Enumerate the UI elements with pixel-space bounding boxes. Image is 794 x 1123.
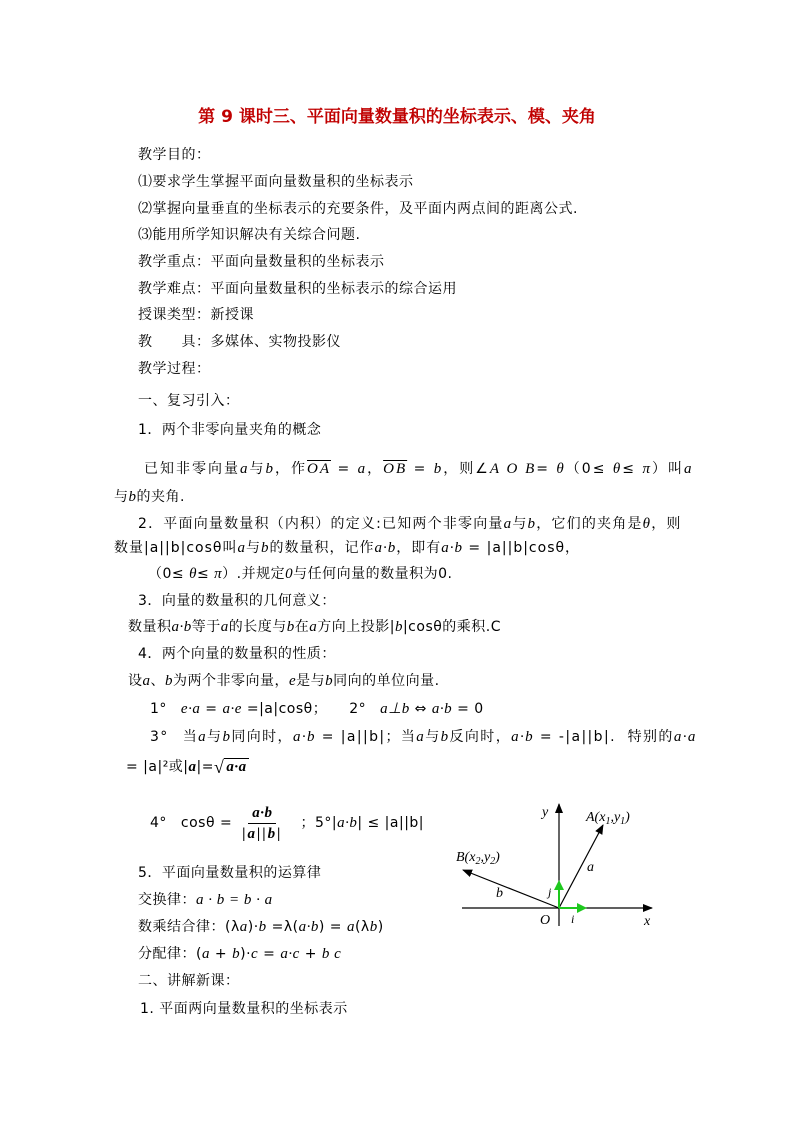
text-run: 为两个非零向量， — [173, 673, 289, 689]
text-run: 授课类型：新授课 — [138, 307, 254, 323]
math-symbol: a — [416, 729, 426, 745]
law-distributive — [138, 945, 341, 963]
math-symbol: b — [325, 673, 334, 689]
text-run: 5．平面向量数量积的运算律 — [138, 865, 322, 881]
math-symbol: a·b — [431, 701, 453, 717]
math-symbol: b — [165, 673, 173, 689]
property-3 — [150, 728, 697, 746]
section-heading — [138, 392, 240, 410]
math-symbol: b — [258, 919, 267, 935]
text-run: = 0 — [452, 701, 484, 717]
math-symbol: a — [142, 673, 151, 689]
text-run: 当 — [182, 729, 199, 745]
text-run: 2．平面向量数量积（内积）的定义:已知两个非零向量 — [138, 516, 504, 532]
text-run: 与任何向量的数量积为0. — [293, 566, 453, 582]
unit-i-label: i — [571, 912, 575, 926]
text-run: 的数量积，记作 — [269, 540, 375, 556]
dot-product-definition — [114, 539, 580, 557]
text-run: = — [331, 461, 358, 477]
text-run: ，则 — [651, 516, 682, 532]
property-number: 2° — [349, 701, 367, 717]
text-run: 的长度与 — [228, 619, 287, 635]
item-title — [138, 645, 336, 663]
math-symbol: b — [394, 619, 403, 635]
math-symbol: a·b — [511, 729, 535, 745]
cosine-fraction — [238, 804, 286, 843]
text-run: 与 — [249, 461, 266, 477]
text-run: ）叫 — [651, 461, 684, 477]
text-run: cosθ = — [180, 815, 233, 831]
math-symbol: b — [440, 729, 450, 745]
angle-definition-line — [114, 488, 185, 506]
property-3-continued — [126, 758, 249, 776]
text-run: ≤ — [196, 566, 215, 582]
text-run: 数量积 — [128, 619, 172, 635]
sqrt-symbol: √ — [213, 757, 225, 777]
text-run: （0≤ — [148, 566, 190, 582]
math-symbol: a·b — [171, 619, 192, 635]
text-run: 的夹角. — [136, 489, 185, 505]
dot-product-definition — [138, 515, 682, 533]
text-run: 1. 平面两向量数量积的坐标表示 — [140, 1001, 348, 1017]
unit-j-label: j — [548, 885, 552, 899]
key-point — [138, 253, 385, 271]
vector-a-arrow — [559, 825, 603, 908]
angle-definition-line — [144, 460, 693, 478]
text-run: = |a||b|；当 — [315, 729, 417, 745]
math-symbol: a · b = b · a — [196, 892, 273, 908]
math-symbol: θ — [556, 461, 566, 477]
math-symbol: b — [260, 540, 270, 556]
math-symbol: b — [222, 729, 232, 745]
vector-b-arrow — [463, 870, 559, 908]
text-run: （0≤ — [565, 461, 613, 477]
text-run: 等于 — [191, 619, 221, 635]
math-symbol: 0 — [285, 566, 294, 582]
goal-item — [138, 173, 414, 191]
math-symbol: e — [289, 673, 297, 689]
text-run: )· — [247, 919, 259, 935]
goals-heading — [138, 146, 211, 164]
text-run: 与 — [425, 729, 441, 745]
point-a-label: $A(x_1,y_1)$ — [586, 810, 630, 827]
text-run: ，作 — [275, 461, 307, 477]
text-run: 同向时， — [231, 729, 293, 745]
text-run: 已知非零向量 — [144, 461, 240, 477]
properties-4-5 — [150, 802, 424, 844]
text-run: |= — [196, 759, 214, 775]
text-run: 与 — [114, 489, 129, 505]
math-symbol: θ — [642, 516, 652, 532]
text-run: 反向时， — [449, 729, 512, 745]
property-number: 3° — [150, 729, 169, 745]
text-run: 分配律：( — [138, 946, 202, 962]
text-run: 教 具：多媒体、实物投影仪 — [138, 334, 341, 350]
math-symbol: a — [309, 619, 318, 635]
text-run: 二、讲解新课： — [138, 973, 240, 989]
text-run: + — [209, 946, 233, 962]
text-run: ，即有 — [396, 540, 442, 556]
geometry-meaning-line — [128, 618, 501, 636]
law-associative — [138, 918, 384, 936]
text-run: = -|a||b|. 特别的 — [534, 729, 674, 745]
text-run: 教学难点：平面向量数量积的坐标表示的综合运用 — [138, 281, 457, 297]
math-symbol: a — [237, 540, 246, 556]
math-symbol: a⊥b — [380, 701, 410, 717]
text-run: + — [299, 946, 322, 962]
math-symbol: θ — [612, 461, 623, 477]
process-heading — [138, 360, 211, 378]
vector-a-label: a — [587, 860, 594, 875]
math-symbol: b c — [321, 946, 342, 962]
text-run: 一、复习引入： — [138, 393, 240, 409]
math-symbol: a·b — [441, 540, 463, 556]
fraction-denominator: |a||b| — [242, 825, 283, 842]
text-run: = — [258, 946, 281, 962]
math-symbol: a·a — [226, 759, 247, 775]
property-number: 4° — [150, 815, 167, 831]
math-symbol: a — [240, 461, 250, 477]
text-run: ，则∠ — [443, 461, 490, 477]
text-run: = — [407, 461, 434, 477]
text-run: = — [200, 701, 223, 717]
math-symbol: c — [251, 946, 259, 962]
math-symbol: a — [198, 729, 208, 745]
text-run: )· — [240, 946, 252, 962]
text-run: 同向的单位向量. — [333, 673, 440, 689]
text-run: 与 — [207, 729, 223, 745]
text-run: ≤ — [622, 461, 643, 477]
goal-item — [138, 200, 578, 218]
text-run: 交换律： — [138, 892, 196, 908]
text-run: 与 — [512, 516, 528, 532]
math-symbol: b — [232, 946, 241, 962]
math-symbol: a — [346, 919, 355, 935]
text-run: ) — [377, 919, 384, 935]
text-run: 与 — [245, 540, 261, 556]
vector-b-label: b — [496, 886, 503, 901]
math-symbol: b — [527, 516, 537, 532]
item-title — [138, 421, 321, 439]
text-run: 教学重点：平面向量数量积的坐标表示 — [138, 254, 385, 270]
math-symbol: b — [286, 619, 295, 635]
math-symbol: b — [369, 919, 378, 935]
text-run: 是与 — [296, 673, 326, 689]
y-axis-label: y — [542, 805, 549, 820]
math-symbol: b — [433, 461, 444, 477]
text-run: 3．向量的数量积的几何意义： — [138, 593, 336, 609]
text-run: = |a|²或| — [126, 759, 189, 775]
text-run: =|a|cosθ； — [241, 701, 328, 717]
text-run: 数量|a||b|cosθ叫 — [114, 540, 238, 556]
math-symbol: a·e — [222, 701, 242, 717]
text-run: ⑵掌握向量垂直的坐标表示的充要条件，及平面内两点间的距离公式. — [138, 201, 578, 217]
math-symbol: a·b — [292, 729, 316, 745]
text-run: ⑶能用所学知识解决有关综合问题. — [138, 227, 361, 243]
vector-coordinate-diagram — [440, 790, 670, 940]
goal-item — [138, 226, 360, 244]
lesson-type — [138, 306, 254, 324]
math-symbol: a·c — [280, 946, 300, 962]
text-run: 数乘结合律：(λ — [138, 919, 240, 935]
origin-label: O — [540, 913, 551, 928]
text-run: = — [536, 461, 557, 477]
item-title — [138, 864, 321, 882]
math-symbol: A O B — [489, 461, 537, 477]
text-run: ，它们的夹角是 — [536, 516, 643, 532]
property-number: 1° — [150, 701, 167, 717]
math-symbol: a — [239, 919, 248, 935]
teaching-aids — [138, 333, 341, 351]
text-run: ⑴要求学生掌握平面向量数量积的坐标表示 — [138, 174, 414, 190]
item-title — [138, 592, 336, 610]
text-run: | ≤ |a||b| — [357, 815, 425, 831]
text-run: ）.并规定 — [222, 566, 286, 582]
properties-1-2 — [150, 700, 484, 718]
math-symbol: π — [642, 461, 652, 477]
vector-oa: $\overline{OA}$ — [307, 461, 331, 477]
law-commutative — [138, 891, 273, 909]
text-run: ) = — [318, 919, 347, 935]
math-symbol: b — [265, 461, 275, 477]
text-run: 1．两个非零向量夹角的概念 — [138, 422, 322, 438]
math-symbol: π — [214, 566, 223, 582]
math-symbol: a — [503, 516, 513, 532]
math-symbol: a — [201, 946, 210, 962]
math-symbol: a·b — [374, 540, 397, 556]
math-symbol: a — [683, 461, 694, 477]
text-run: 教学过程： — [138, 361, 211, 377]
item-title — [140, 1000, 348, 1018]
text-run: 设 — [128, 673, 143, 689]
text-run: 4．两个向量的数量积的性质： — [138, 646, 336, 662]
math-symbol: a·b — [298, 919, 319, 935]
math-symbol: e·a — [180, 701, 201, 717]
math-symbol: a·b — [337, 815, 358, 831]
properties-intro — [128, 672, 440, 690]
fraction-numerator: a·b — [248, 804, 276, 824]
text-run: 教学目的： — [138, 147, 211, 163]
math-symbol: a — [188, 759, 197, 775]
math-symbol: θ — [189, 566, 197, 582]
text-run: (λ — [354, 919, 370, 935]
math-symbol: a — [357, 461, 368, 477]
text-run: ， — [367, 461, 384, 477]
point-b-label: $B(x_2,y_2)$ — [456, 850, 500, 867]
x-axis-label: x — [644, 914, 651, 929]
math-symbol: b — [128, 489, 137, 505]
text-run: 在 — [294, 619, 310, 635]
section-heading — [138, 972, 240, 990]
text-run: = |a||b|cosθ， — [462, 540, 581, 556]
text-run: ；5°| — [300, 815, 338, 831]
text-run: =λ( — [266, 919, 299, 935]
lesson-title: 第 9 课时三、平面向量数量积的坐标表示、模、夹角 — [198, 107, 596, 127]
text-run: ⇔ — [409, 701, 432, 717]
math-symbol: a·a — [673, 729, 697, 745]
dot-product-definition — [148, 565, 452, 583]
text-run: 、 — [150, 673, 165, 689]
text-run: 方向上投影| — [317, 619, 395, 635]
difficulty — [138, 280, 457, 298]
math-symbol: a — [220, 619, 229, 635]
text-run: |cosθ的乘积.C — [402, 619, 502, 635]
vector-ob: $\overline{OB}$ — [383, 461, 408, 477]
